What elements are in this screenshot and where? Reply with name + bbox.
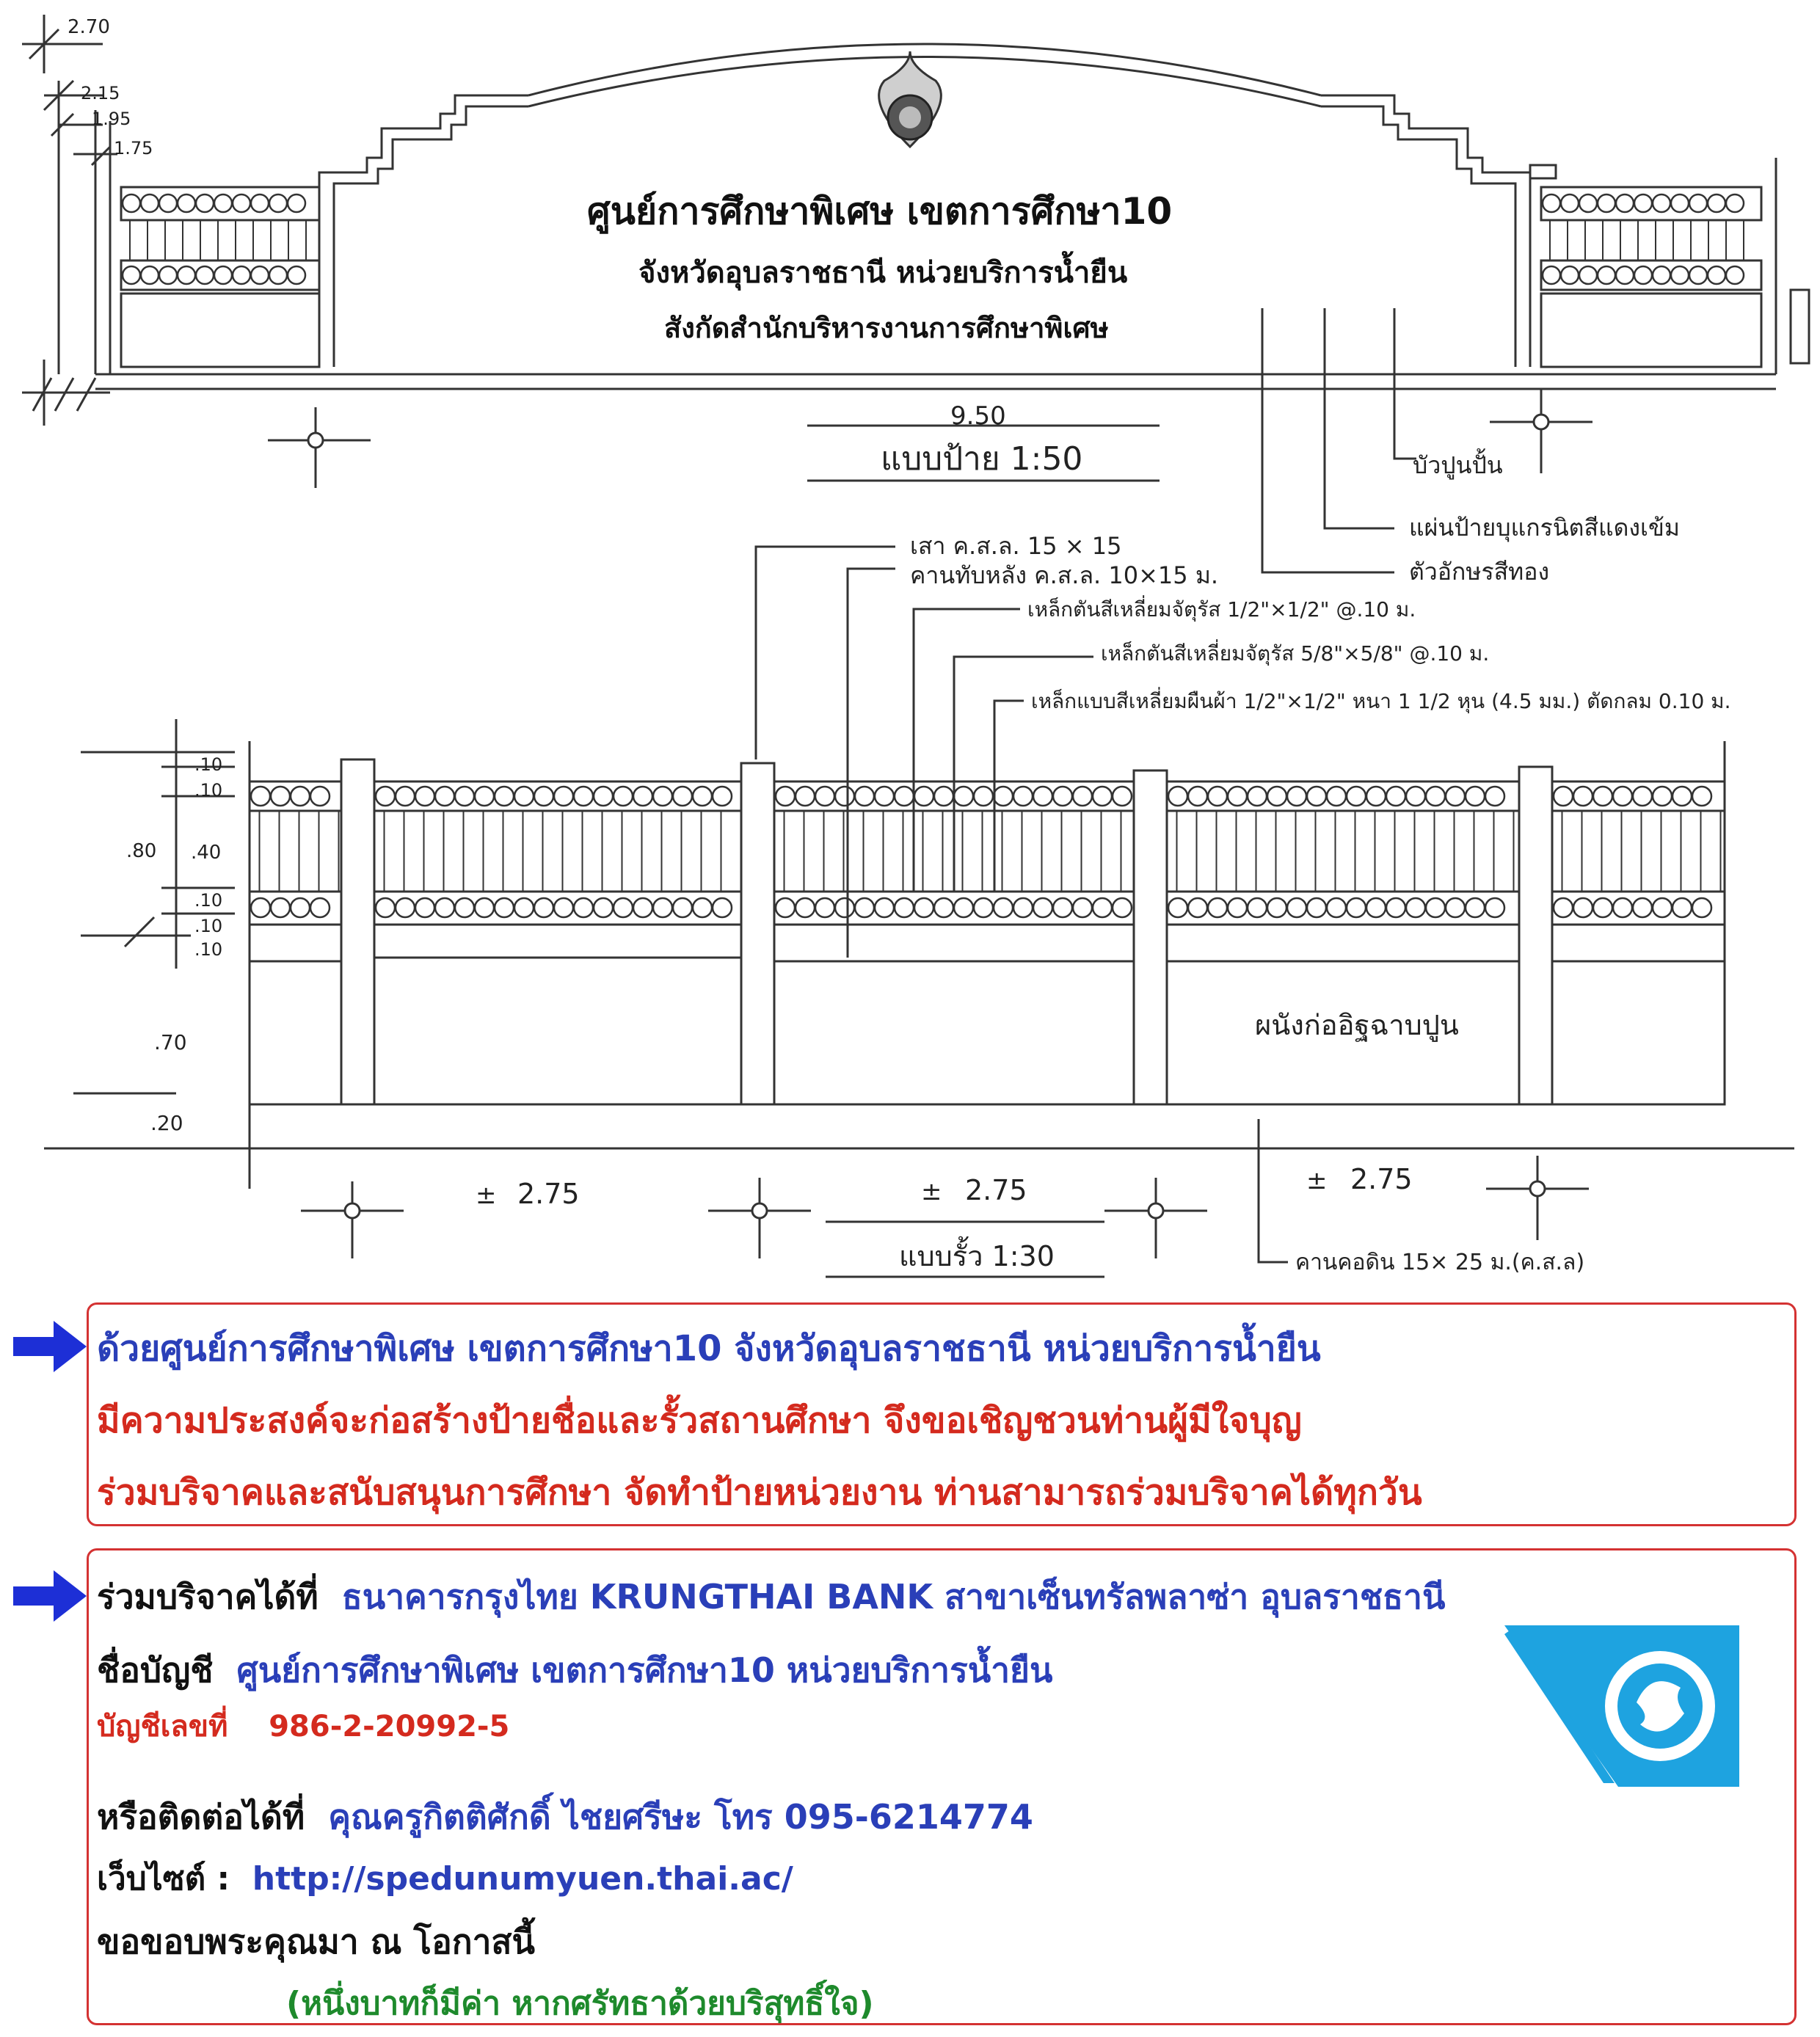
fence-ring	[159, 194, 177, 212]
fence-ring	[815, 787, 834, 806]
fence-ring	[673, 898, 692, 917]
fence-ring	[574, 898, 593, 917]
fence-ring	[1033, 787, 1052, 806]
fence-ring	[1426, 898, 1445, 917]
fence-ring	[1554, 898, 1573, 917]
sign-scale-label: แบบป้าย 1:50	[881, 440, 1083, 478]
fence-ring	[895, 898, 914, 917]
fence-ring	[376, 898, 395, 917]
fence-ring	[1616, 194, 1634, 212]
fence-ring	[196, 266, 214, 284]
fence-ring	[1307, 787, 1326, 806]
fence-ring	[1616, 266, 1634, 284]
thanks-line: ขอขอบพระคุณมา ณ โอกาสนี้	[97, 1922, 535, 1961]
fence-ring	[514, 898, 534, 917]
fence-ring	[1267, 898, 1286, 917]
fdim-h: .70	[154, 1030, 187, 1054]
fence-ring	[1228, 898, 1247, 917]
fence-ring	[934, 787, 953, 806]
label-bar1: เหล็กตันสีเหลี่ยมจัตุรัส 1/2"×1/2" @.10 ม.	[1027, 597, 1416, 622]
fence-ring	[895, 787, 914, 806]
fdim-f: .10	[194, 916, 223, 936]
fence-ring	[673, 787, 692, 806]
fence-ring	[1093, 898, 1112, 917]
account-no-label: บัญชีเลขที่	[97, 1710, 228, 1743]
fence-ring	[1653, 787, 1672, 806]
fence-ring	[1366, 787, 1386, 806]
fence-ring	[574, 787, 593, 806]
fence-ring	[1327, 787, 1346, 806]
fdim-i: .20	[150, 1111, 183, 1135]
fence-ring	[776, 898, 795, 917]
fence-ring	[914, 787, 933, 806]
fence-ring	[214, 266, 232, 284]
fence-ring	[435, 787, 454, 806]
fence-ring	[994, 787, 1013, 806]
fence-ring	[1188, 787, 1207, 806]
fence-ring	[1708, 266, 1725, 284]
notice-line2: มีความประสงค์จะก่อสร้างป้ายชื่อและรั้วสถานศึกษา จึงขอเชิญชวนท่านผู้มีใจบุญ	[97, 1400, 1302, 1441]
fence-ring	[633, 898, 652, 917]
fence-ring	[855, 787, 874, 806]
fence-ring	[1726, 194, 1744, 212]
fence-ring	[693, 787, 712, 806]
fence-ring	[1671, 266, 1689, 284]
notice-line3: ร่วมบริจาคและสนับสนุนการศึกษา จัดทำป้ายหน่วยงาน ท่านสามารถร่วมบริจาคได้ทุกวัน	[97, 1472, 1422, 1513]
fence-ring	[415, 787, 434, 806]
fence-ring	[1671, 194, 1689, 212]
label-cap: บัวปูนปั้น	[1413, 451, 1503, 479]
label-wall: ผนังก่ออิฐฉาบปูน	[1255, 1009, 1459, 1041]
fence-ring	[1634, 194, 1652, 212]
fence-ring	[534, 898, 553, 917]
fence-ring	[534, 787, 553, 806]
account-no: 986-2-20992-5	[269, 1710, 510, 1743]
fence-ring	[1708, 194, 1725, 212]
fence-ring	[396, 787, 415, 806]
fence-ring	[796, 898, 815, 917]
fence-ring	[1634, 266, 1652, 284]
fence-ring	[776, 787, 795, 806]
fence-ring	[214, 194, 232, 212]
donate-label: ร่วมบริจาคได้ที่	[97, 1577, 318, 1617]
fence-ring	[1598, 266, 1615, 284]
fence-ring	[796, 787, 815, 806]
fence-ring	[288, 266, 305, 284]
fence-ring	[1543, 266, 1560, 284]
label-bar2: เหล็กตันสีเหลี่ยมจัตุรัส 5/8"×5/8" @.10 ม.	[1101, 641, 1490, 666]
fence-ring	[1053, 787, 1072, 806]
fence-ring	[1554, 787, 1573, 806]
fence-ring	[554, 787, 573, 806]
fence-ring	[1485, 787, 1504, 806]
sign-title-line3: สังกัดสำนักบริหารงานการศึกษาพิเศษ	[664, 312, 1109, 344]
fence-ring	[1543, 194, 1560, 212]
fence-ring	[178, 266, 195, 284]
fence-ring	[1347, 898, 1366, 917]
fence-ring	[1073, 787, 1092, 806]
fence-ring	[123, 266, 140, 284]
fence-ring	[233, 266, 250, 284]
pm-2: ±	[921, 1177, 942, 1206]
sign-title-line2: จังหวัดอุบลราชธานี หน่วยบริการน้ำยืน	[638, 256, 1128, 290]
fence-ring	[1426, 787, 1445, 806]
fence-ring	[178, 194, 195, 212]
fdim-g: .10	[194, 939, 223, 960]
fence-ring	[1692, 898, 1711, 917]
fence-ring	[1633, 898, 1652, 917]
account-name-label: ชื่อบัญชี	[97, 1650, 214, 1690]
fence-ring	[435, 898, 454, 917]
fence-ring	[141, 194, 159, 212]
fence-ring	[1406, 898, 1425, 917]
sign-title-line1: ศูนย์การศึกษาพิเศษ เขตการศึกษา10	[587, 190, 1173, 233]
fence-ring	[974, 787, 993, 806]
fdim-b: .10	[194, 780, 223, 801]
fence-ring	[1168, 787, 1187, 806]
fence-ring	[954, 787, 973, 806]
fence-ring	[1307, 898, 1326, 917]
fence-ring	[1366, 898, 1386, 917]
span-1: 2.75	[517, 1178, 580, 1210]
fence-ring	[1347, 787, 1366, 806]
fence-ring	[310, 898, 330, 917]
fence-ring	[288, 194, 305, 212]
fence-ring	[1613, 898, 1632, 917]
fence-ring	[875, 898, 894, 917]
fence-ring	[633, 787, 652, 806]
fence-ring	[1689, 194, 1707, 212]
fence-ring	[1726, 266, 1744, 284]
fence-ring	[1248, 787, 1267, 806]
fence-ring	[1593, 787, 1612, 806]
fence-ring	[1446, 898, 1465, 917]
sign-width-dim: 9.50	[950, 401, 1006, 431]
fdim-e: .10	[194, 890, 223, 911]
fence-ring	[1573, 898, 1592, 917]
fence-ring	[713, 787, 732, 806]
fence-ring	[1248, 898, 1267, 917]
fence-ring	[1287, 787, 1306, 806]
fence-ring	[269, 194, 287, 212]
fence-ring	[1013, 898, 1033, 917]
fence-scale-label: แบบรั้ว 1:30	[899, 1240, 1055, 1272]
fence-ring	[310, 787, 330, 806]
fence-ring	[594, 898, 613, 917]
fence-ring	[291, 787, 310, 806]
pm-1: ±	[476, 1181, 497, 1210]
account-name: ศูนย์การศึกษาพิเศษ เขตการศึกษา10 หน่วยบริการน้ำยืน	[236, 1650, 1053, 1690]
fence-ring	[271, 898, 290, 917]
fence-ring	[1579, 266, 1597, 284]
fence-ring	[1613, 787, 1632, 806]
fence-ring	[1267, 787, 1286, 806]
dim-2-70: 2.70	[68, 16, 110, 38]
bank-line	[97, 1570, 1445, 1624]
label-bar3: เหล็กแบบสีเหลี่ยมผืนผ้า 1/2"×1/2" หนา 1 1/2 หุน (4.5 มม.) ตัดกลม 0.10 ม.	[1031, 689, 1731, 713]
fence-ring	[396, 898, 415, 917]
span-3: 2.75	[1350, 1163, 1413, 1195]
fence-ring	[196, 194, 214, 212]
fdim-a: .10	[194, 754, 223, 775]
contact-label: หรือติดต่อได้ที่	[97, 1797, 305, 1837]
fence-ring	[1053, 898, 1072, 917]
label-plate: แผ่นป้ายบุแกรนิตสีแดงเข้ม	[1409, 514, 1680, 542]
contact-info: คุณครูกิตติศักดิ์ ไชยศรีษะ โทร 095-6214774	[328, 1797, 1033, 1837]
fence-ring	[376, 787, 395, 806]
fence-ring	[455, 787, 474, 806]
label-letters: ตัวอักษรสีทอง	[1409, 558, 1550, 586]
fence-ring	[1113, 898, 1132, 917]
fence-ring	[594, 787, 613, 806]
fence-ring	[1573, 787, 1592, 806]
fence-ring	[1633, 787, 1652, 806]
fence-ring	[835, 898, 854, 917]
fence-ring	[1033, 898, 1052, 917]
fence-ring	[1168, 898, 1187, 917]
fence-ring	[875, 787, 894, 806]
fdim-c: .80	[126, 840, 157, 862]
fence-ring	[614, 898, 633, 917]
label-post: เสา ค.ส.ล. 15 × 15	[910, 532, 1122, 560]
fence-ring	[475, 787, 494, 806]
fence-ring	[251, 898, 270, 917]
fence-ring	[1598, 194, 1615, 212]
fence-ring	[1561, 266, 1579, 284]
fence-ring	[1073, 898, 1092, 917]
fence-ring	[1689, 266, 1707, 284]
fence-ring	[1692, 787, 1711, 806]
fence-ring	[974, 898, 993, 917]
fence-ring	[455, 898, 474, 917]
fence-ring	[251, 194, 269, 212]
fence-ring	[1672, 787, 1692, 806]
fence-ring	[1386, 898, 1405, 917]
fdim-d: .40	[191, 842, 222, 864]
dim-1-75: 1.75	[114, 138, 153, 158]
fence-ring	[835, 787, 854, 806]
fence-ring	[141, 266, 159, 284]
fence-ring	[415, 898, 434, 917]
fence-ring	[934, 898, 953, 917]
website-line	[97, 1853, 793, 1904]
fence-ring	[1208, 898, 1227, 917]
fence-ring	[1561, 194, 1579, 212]
fence-ring	[1485, 898, 1504, 917]
notice-line1: ด้วยศูนย์การศึกษาพิเศษ เขตการศึกษา10 จังหวัดอุบลราชธานี หน่วยบริการน้ำยืน	[97, 1328, 1321, 1369]
fence-ring	[1287, 898, 1306, 917]
fence-ring	[713, 898, 732, 917]
fence-ring	[1406, 787, 1425, 806]
fence-ring	[1113, 787, 1132, 806]
fence-ring	[653, 787, 672, 806]
website-link[interactable]: http://spedunumyuen.thai.ac/	[252, 1860, 793, 1898]
notice-arrow-icon	[13, 1321, 87, 1372]
fence-ring	[1446, 787, 1465, 806]
motto-line: (หนึ่งบาทก็มีค่า หากศรัทธาด้วยบริสุทธิ์ใจ)	[286, 1985, 874, 2022]
fence-ring	[1579, 194, 1597, 212]
fence-ring	[1653, 266, 1670, 284]
pm-3: ±	[1306, 1166, 1328, 1195]
label-ground-beam: คานคอดิน 15× 25 ม.(ค.ส.ล)	[1295, 1250, 1585, 1275]
fence-ring	[1228, 787, 1247, 806]
fence-ring	[233, 194, 250, 212]
fence-ring	[1653, 898, 1672, 917]
fence-ring	[1093, 787, 1112, 806]
fence-ring	[291, 898, 310, 917]
fence-ring	[269, 266, 287, 284]
fence-ring	[554, 898, 573, 917]
fence-ring	[1208, 787, 1227, 806]
fence-ring	[495, 898, 514, 917]
fence-ring	[1466, 898, 1485, 917]
fence-ring	[914, 898, 933, 917]
fence-ring	[251, 787, 270, 806]
fence-ring	[159, 266, 177, 284]
fence-ring	[475, 898, 494, 917]
website-label: เว็บไซต์ :	[97, 1860, 230, 1898]
donation-arrow-icon	[13, 1570, 87, 1622]
fence-ring	[271, 787, 290, 806]
fence-ring	[1386, 787, 1405, 806]
fence-ring	[954, 898, 973, 917]
label-beam: คานทับหลัง ค.ส.ล. 10×15 ม.	[910, 561, 1219, 589]
krungthai-bank-logo-icon	[1504, 1625, 1739, 1787]
fence-ring	[514, 787, 534, 806]
fence-ring	[1653, 194, 1670, 212]
fence-ring	[815, 898, 834, 917]
span-2: 2.75	[965, 1174, 1027, 1206]
dim-1-95: 1.95	[92, 109, 131, 129]
fence-ring	[653, 898, 672, 917]
fence-ring	[1466, 787, 1485, 806]
dim-2-15: 2.15	[81, 83, 120, 103]
contact-line	[97, 1790, 1033, 1844]
fence-ring	[1327, 898, 1346, 917]
fence-ring	[614, 787, 633, 806]
fence-ring	[251, 266, 269, 284]
fence-ring	[123, 194, 140, 212]
fence-ring	[495, 787, 514, 806]
account-no-line	[97, 1702, 509, 1749]
account-name-line	[97, 1644, 1052, 1697]
bank-name: ธนาคารกรุงไทย KRUNGTHAI BANK สาขาเซ็นทรัลพลาซ่า อุบลราชธานี	[341, 1577, 1446, 1617]
fence-ring	[994, 898, 1013, 917]
fence-ring	[855, 898, 874, 917]
fence-ring	[1593, 898, 1612, 917]
fence-ring	[1013, 787, 1033, 806]
fence-ring	[693, 898, 712, 917]
school-emblem-icon	[879, 51, 942, 147]
fence-ring	[1672, 898, 1692, 917]
fence-ring	[1188, 898, 1207, 917]
